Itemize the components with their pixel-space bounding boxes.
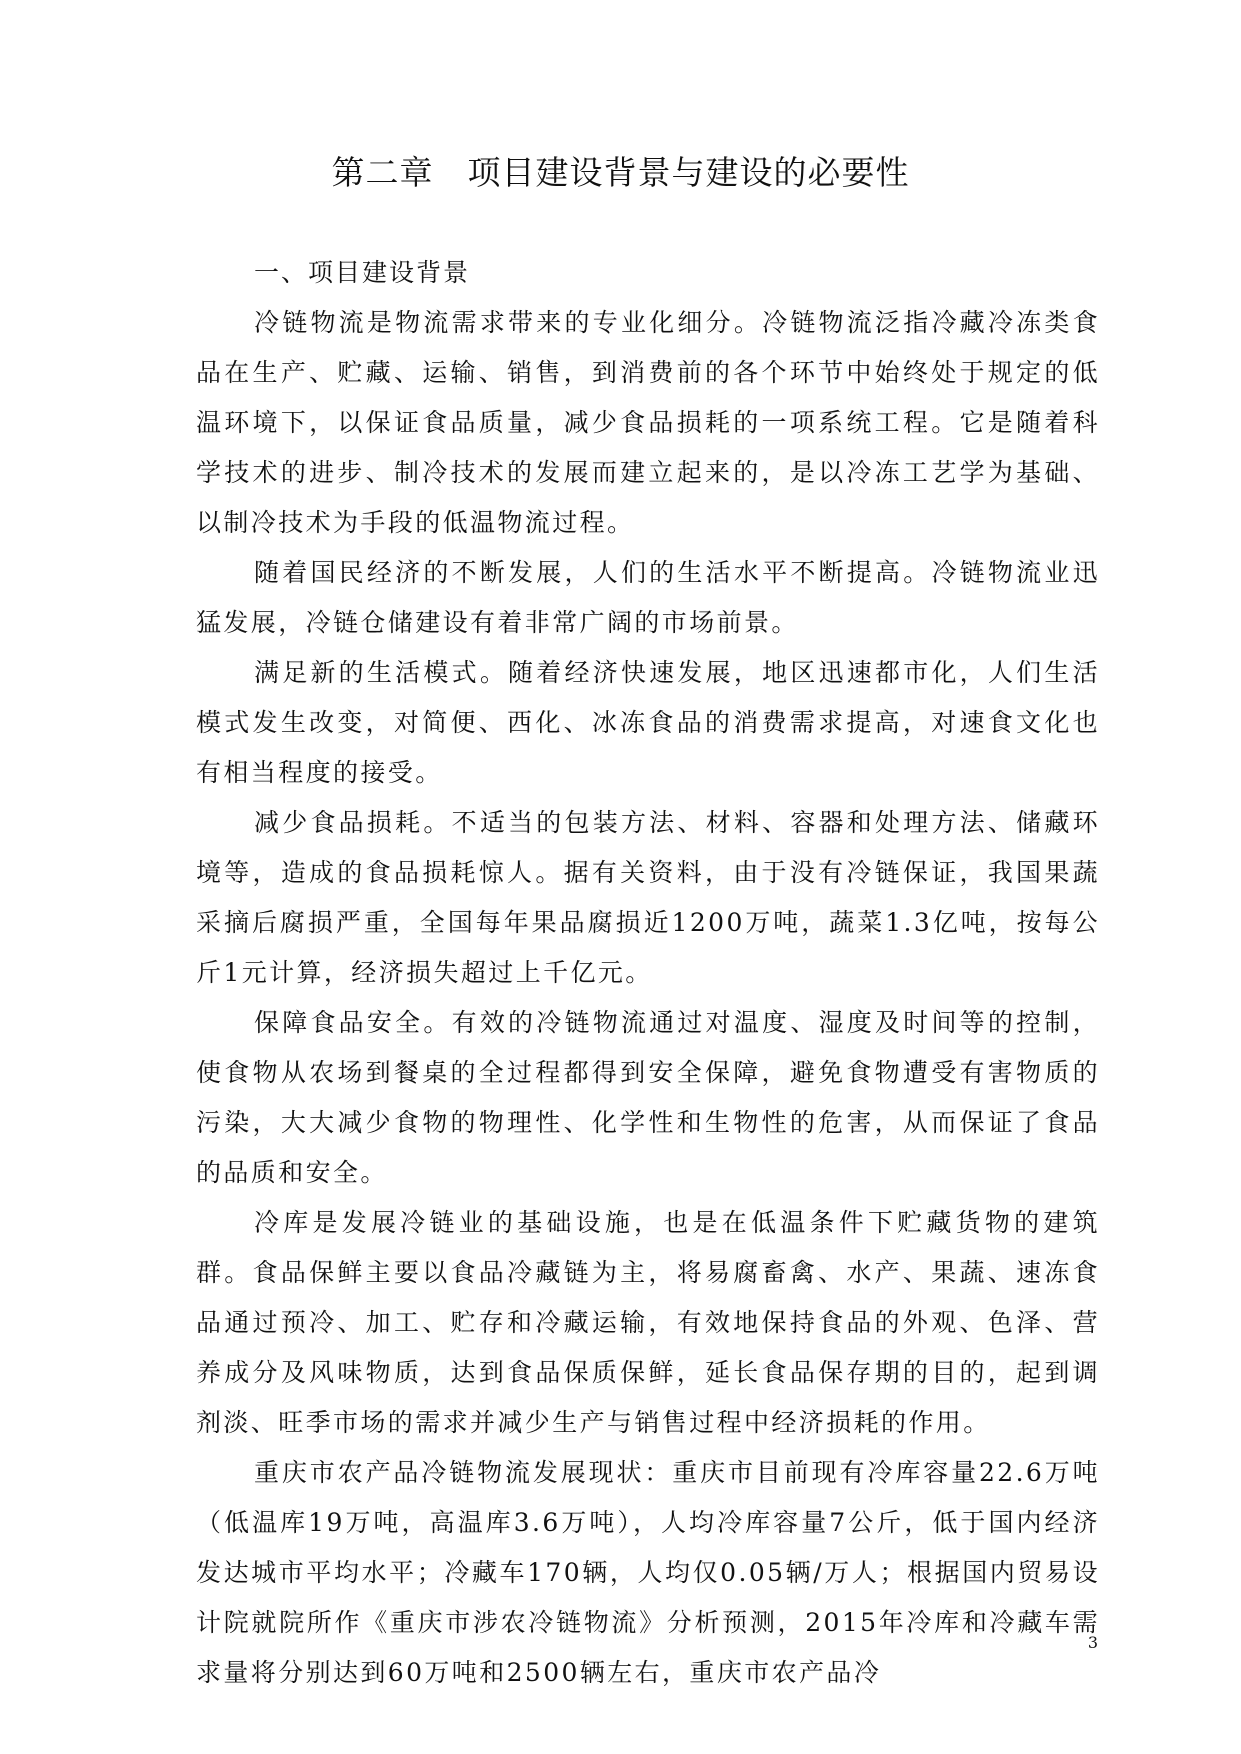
page-number: 3: [1087, 1633, 1098, 1652]
paragraph: 冷链物流是物流需求带来的专业化细分。冷链物流泛指冷藏冷冻类食品在生产、贮藏、运输、销售，到消费前的各个环节中始终处于规定的低温环境下，以保证食品质量，减少食品损耗的一项系统工程。它是随着科学技术的进步、制冷技术的发展而建立起来的，是以冷冻工艺学为基础、以制冷技术为手段的低温物流过程。: [196, 308, 1100, 537]
paragraph: 冷库是发展冷链业的基础设施，也是在低温条件下贮藏货物的建筑群。食品保鲜主要以食品冷藏链为主，将易腐畜禽、水产、果蔬、速冻食品通过预冷、加工、贮存和冷藏运输，有效地保持食品的外观、色泽、营养成分及风味物质，达到食品保质保鲜，延长食品保存期的目的，起到调剂淡、旺季市场的需求并减少生产与销售过程中经济损耗的作用。: [196, 1208, 1100, 1437]
document-body: [196, 248, 1100, 1698]
chapter-title: 第二章 项目建设背景与建设的必要性: [331, 153, 910, 192]
paragraph: 重庆市农产品冷链物流发展现状：重庆市目前现有冷库容量22.6万吨（低温库19万吨，高温库3.6万吨），人均冷库容量7公斤，低于国内经济发达城市平均水平；冷藏车170辆，人均仅0.05辆/万人；根据国内贸易设计院就院所作《重庆市涉农冷链物流》分析预测，2015年冷库和冷藏车需求量将分别达到60万吨和2500辆左右，重庆市农产品冷: [196, 1458, 1100, 1687]
paragraph: 随着国民经济的不断发展，人们的生活水平不断提高。冷链物流业迅猛发展，冷链仓储建设有着非常广阔的市场前景。: [196, 558, 1100, 637]
paragraph: 保障食品安全。有效的冷链物流通过对温度、湿度及时间等的控制，使食物从农场到餐桌的全过程都得到安全保障，避免食物遭受有害物质的污染，大大减少食物的物理性、化学性和生物性的危害，从而保证了食品的品质和安全。: [196, 1008, 1100, 1187]
paragraph: 满足新的生活模式。随着经济快速发展，地区迅速都市化，人们生活模式发生改变，对简便、西化、冰冻食品的消费需求提高，对速食文化也有相当程度的接受。: [196, 658, 1100, 787]
paragraph: 减少食品损耗。不适当的包装方法、材料、容器和处理方法、储藏环境等，造成的食品损耗惊人。据有关资料，由于没有冷链保证，我国果蔬采摘后腐损严重，全国每年果品腐损近1200万吨，蔬菜1.3亿吨，按每公斤1元计算，经济损失超过上千亿元。: [196, 808, 1100, 987]
section-heading: 一、项目建设背景: [254, 258, 471, 287]
